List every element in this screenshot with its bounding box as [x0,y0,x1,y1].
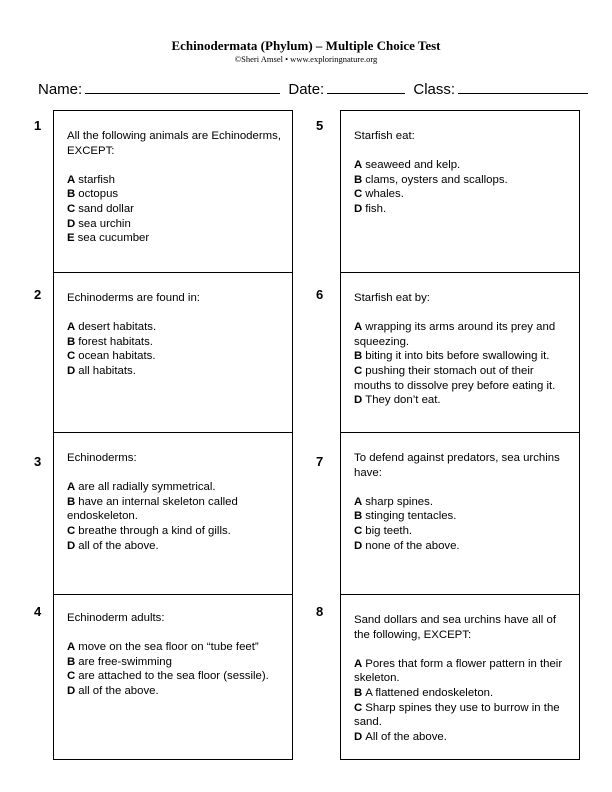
option-letter: C [67,524,76,537]
answer-option-d[interactable] [354,539,571,554]
question-box-2 [54,273,292,433]
question-box-7 [341,433,579,595]
question-text [67,129,284,246]
option-letter: A [67,641,76,654]
left-question-column [53,110,293,760]
option-letter: D [67,539,76,552]
answer-option-b[interactable] [67,495,284,524]
question-stem: Echinoderms: [67,452,137,464]
answer-option-c[interactable] [67,202,284,217]
option-letter: B [67,335,76,348]
answer-option-b[interactable] [354,509,571,524]
option-text: clams, oysters and scallops. [365,173,508,186]
answer-option-a[interactable] [67,640,284,655]
option-text: sea urchin [78,217,131,230]
option-text: Pores that form a flower pattern in their skeleton. [354,657,563,685]
copyright-line: ©Sheri Amsel • www.exploringnature.org [234,54,378,64]
option-letter: A [67,321,76,334]
class-label: Class: [413,81,456,98]
answer-option-c[interactable] [354,524,571,539]
answer-option-b[interactable] [67,187,284,202]
option-text: They don’t eat. [365,394,441,407]
question-text [354,451,571,553]
question-text [354,129,571,217]
option-letter: D [354,539,363,552]
question-number: 8 [316,604,324,619]
question-stem: Starfish eat by: [354,292,430,304]
option-letter: C [67,350,76,363]
answer-option-a[interactable] [354,495,571,510]
option-letter: B [67,495,76,508]
option-text: fish. [365,202,387,215]
option-text: have an internal skeleton called endoskeleton. [67,495,238,523]
question-stem: Echinoderms are found in: [67,292,200,304]
option-text: none of the above. [365,539,460,552]
answer-option-b[interactable] [67,335,284,350]
option-text: sea cucumber [77,232,150,245]
option-text: Sharp spines they use to burrow in the sand. [354,701,560,729]
option-text: biting it into bits before swallowing it. [365,350,550,363]
option-letter: B [354,686,363,699]
option-letter: E [67,232,75,245]
question-text [354,613,571,744]
answer-option-c[interactable] [354,364,571,393]
option-text: forest habitats. [78,335,153,348]
answer-option-b[interactable] [354,173,571,188]
option-text: move on the sea floor on “tube feet” [78,641,259,654]
option-letter: D [354,394,363,407]
option-text: stinging tentacles. [365,510,457,523]
question-stem: All the following animals are Echinoderms, EXCEPT: [67,130,281,157]
option-letter: C [67,202,76,215]
option-letter: C [67,670,76,683]
answer-option-d[interactable] [354,730,571,745]
name-label: Name: [38,81,83,98]
option-text: all of the above. [78,539,159,552]
answer-option-c[interactable] [67,349,284,364]
answer-option-d[interactable] [354,393,571,408]
question-text [67,451,284,553]
option-letter: B [354,173,363,186]
question-number: 1 [34,118,42,133]
question-number: 2 [34,287,42,302]
option-text: sharp spines. [365,495,433,508]
question-number: 4 [34,604,42,619]
option-text: A flattened endoskeleton. [365,686,494,699]
option-text: All of the above. [365,730,447,743]
option-letter: A [354,657,363,670]
option-text: are free-swimming [78,655,172,668]
right-question-column [340,110,580,760]
question-stem: Echinoderm adults: [67,612,165,624]
option-letter: D [67,217,76,230]
answer-option-c[interactable] [354,187,571,202]
option-text: desert habitats. [78,321,157,334]
name-blank[interactable] [85,79,280,94]
answer-option-a[interactable] [67,480,284,495]
option-text: all habitats. [78,364,136,377]
question-box-6 [341,273,579,433]
answer-option-c[interactable] [354,701,571,730]
question-box-5 [341,111,579,273]
option-text: breathe through a kind of gills. [78,524,231,537]
class-blank[interactable] [458,79,588,94]
answer-option-a[interactable] [354,320,571,349]
question-number: 7 [316,454,324,469]
answer-option-e[interactable] [67,231,284,246]
answer-option-c[interactable] [67,524,284,539]
option-letter: A [354,159,363,172]
option-letter: C [354,364,363,377]
option-letter: A [354,495,363,508]
option-letter: B [67,188,76,201]
option-letter: B [67,655,76,668]
option-letter: D [354,730,363,743]
option-letter: C [354,188,363,201]
option-text: octopus [78,188,119,201]
option-text: starfish [78,173,115,186]
question-number: 3 [34,454,42,469]
option-text: ocean habitats. [78,350,156,363]
question-box-3 [54,433,292,595]
question-stem: Starfish eat: [354,130,415,142]
answer-option-b[interactable] [67,655,284,670]
question-stem: To defend against predators, sea urchins have: [354,452,560,479]
question-text [67,291,284,379]
answer-option-d[interactable] [67,364,284,379]
answer-option-d[interactable] [67,539,284,554]
question-stem: Sand dollars and sea urchins have all of the following, EXCEPT: [354,614,556,641]
option-letter: B [354,350,363,363]
option-letter: D [354,202,363,215]
option-text: are all radially symmetrical. [78,481,216,494]
answer-option-d[interactable] [354,202,571,217]
option-text: whales. [365,188,404,201]
question-number: 5 [316,118,324,133]
answer-option-a[interactable] [354,657,571,686]
answer-option-b[interactable] [354,349,571,364]
option-text: pushing their stomach out of their mouths to dissolve prey before eating it. [354,364,556,392]
option-letter: C [354,524,363,537]
question-text [354,291,571,408]
option-text: sand dollar [78,202,134,215]
question-box-1 [54,111,292,273]
option-letter: A [67,481,76,494]
date-blank[interactable] [327,79,405,94]
option-text: all of the above. [78,684,159,697]
question-box-8 [341,595,579,758]
question-number: 6 [316,287,324,302]
option-letter: A [67,173,76,186]
option-text: seaweed and kelp. [365,159,461,172]
answer-option-a[interactable] [67,173,284,188]
student-info-line [38,79,592,98]
option-text: wrapping its arms around its prey and squeezing. [354,321,556,348]
option-letter: C [354,701,363,714]
answer-option-a[interactable] [67,320,284,335]
answer-option-d[interactable] [67,217,284,232]
answer-option-a[interactable] [354,158,571,173]
answer-option-c[interactable] [67,669,284,684]
option-letter: D [67,364,76,377]
question-box-4 [54,595,292,758]
option-letter: A [354,321,363,334]
test-title: Echinodermata (Phylum) – Multiple Choice Test [171,38,441,53]
option-text: are attached to the sea floor (sessile). [78,670,269,683]
option-letter: D [67,684,76,697]
answer-option-d[interactable] [67,684,284,699]
question-text [67,611,284,699]
date-label: Date: [288,81,325,98]
option-letter: B [354,510,363,523]
option-text: big teeth. [365,524,413,537]
answer-option-b[interactable] [354,686,571,701]
